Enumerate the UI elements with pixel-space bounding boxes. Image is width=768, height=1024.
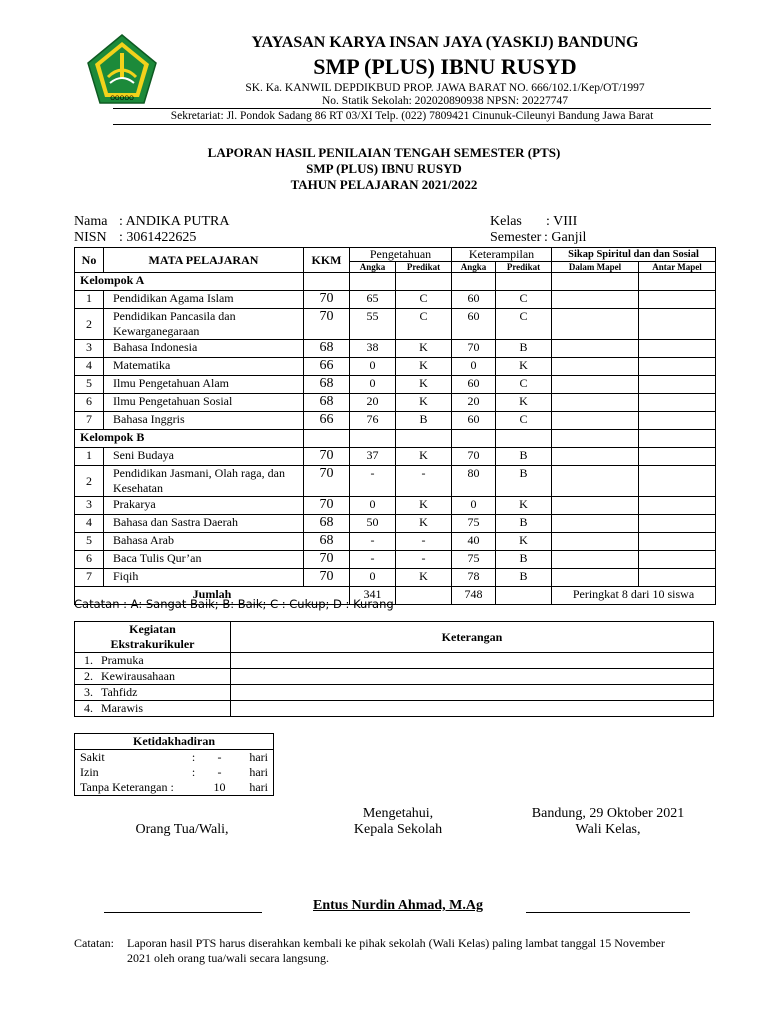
homeroom-role: Wali Kelas, [575,822,641,837]
row-kkm: 68 [304,515,350,533]
table-row [75,358,716,376]
report-title: LAPORAN HASIL PENILAIAN TENGAH SEMESTER (PTS) [207,145,561,160]
footer-note-line2: 2021 oleh orang tua/wali secara langsung. [127,951,329,965]
row-kkm: 70 [304,466,350,497]
row-knowledge-score: 65 [350,291,396,309]
row-attitude-in [552,448,639,466]
row-kkm: 70 [304,569,350,587]
table-row [75,569,716,587]
row-attitude-between [639,533,716,551]
extracurricular-note [231,669,714,685]
class-value: : VIII [546,214,578,229]
row-attitude-between [639,394,716,412]
attendance-row [75,780,274,796]
table-row [75,376,716,394]
row-subject: Bahasa dan Sastra Daerah [104,515,304,533]
row-kkm: 70 [304,497,350,515]
table-row [75,497,716,515]
row-skills-score: 60 [452,376,496,394]
row-skills-score: 0 [452,497,496,515]
row-attitude-in [552,394,639,412]
foundation-name: YAYASAN KARYA INSAN JAYA (YASKIJ) BANDUNG [251,34,639,51]
total-label: Jumlah [75,587,350,605]
row-skills-score: 70 [452,448,496,466]
row-skills-score: 60 [452,291,496,309]
row-no: 4 [75,515,104,533]
row-attitude-in [552,376,639,394]
row-knowledge-score: 37 [350,448,396,466]
row-subject: Ilmu Pengetahuan Alam [104,376,304,394]
table-row [75,340,716,358]
row-kkm: 68 [304,394,350,412]
item-name: Marawis [101,701,143,715]
logo-text: OOOOO [110,95,134,102]
item-number: 4. [84,701,93,715]
table-row [75,533,716,551]
row-knowledge-predicate: K [396,448,452,466]
row-subject: Bahasa Arab [104,533,304,551]
table-row [75,309,716,340]
row-skills-predicate: K [496,497,552,515]
row-attitude-between [639,569,716,587]
header-attitude: Sikap Spiritul dan dan Sosial [552,248,716,262]
row-attitude-between [639,515,716,533]
extracurricular-item [75,701,231,717]
row-skills-predicate: B [496,466,552,497]
row-knowledge-predicate: K [396,515,452,533]
row-knowledge-predicate: K [396,497,452,515]
row-subject: Seni Budaya [104,448,304,466]
row-knowledge-predicate: - [396,466,452,497]
row-no: 6 [75,394,104,412]
item-number: 2. [84,669,93,683]
known-by: Mengetahui, [362,806,434,821]
row-attitude-between [639,497,716,515]
row-kkm: 70 [304,291,350,309]
row-knowledge-predicate: K [396,358,452,376]
attendance-label: Sakit [80,750,105,764]
row-subject: Bahasa Indonesia [104,340,304,358]
row-attitude-in [552,309,639,340]
item-name: Pramuka [101,653,144,667]
row-knowledge-predicate: K [396,569,452,587]
row-knowledge-predicate: B [396,412,452,430]
header-no: No [75,248,104,273]
attendance-unit: hari [249,765,268,779]
report-year: TAHUN PELAJARAN 2021/2022 [290,177,478,192]
extracurricular-item [75,653,231,669]
row-no: 1 [75,291,104,309]
row-skills-score: 0 [452,358,496,376]
row-attitude-between [639,376,716,394]
attendance-colon: : [191,750,196,764]
row-skills-score: 60 [452,309,496,340]
list-item [75,653,714,669]
header-skills-predicate: Predikat [496,262,552,273]
row-knowledge-predicate: C [396,291,452,309]
table-row [75,448,716,466]
grade-legend-note: Catatan : A: Sangat Baik; B: Baik; C : Cukup; D : Kurang [74,597,394,611]
attendance-value: - [217,750,222,764]
row-knowledge-score: 0 [350,569,396,587]
total-knowledge: 341 [350,587,396,605]
row-no: 7 [75,569,104,587]
attendance-title: Ketidakhadiran [75,734,274,750]
row-kkm: 68 [304,340,350,358]
student-nisn-label: NISN [74,230,107,245]
class-rank: Peringkat 8 dari 10 siswa [552,587,716,605]
report-school: SMP (PLUS) IBNU RUSYD [306,161,462,176]
attendance-label: Izin [80,765,99,779]
header-skills-score: Angka [452,262,496,273]
list-item [75,685,714,701]
row-subject: Fiqih [104,569,304,587]
row-attitude-between [639,340,716,358]
extracurricular-table [74,621,714,717]
row-no: 4 [75,358,104,376]
header-skills: Keterampilan [452,248,552,262]
table-row [75,291,716,309]
extracurricular-header: Kegiatan Ekstrakurikuler [75,622,231,653]
row-subject: Ilmu Pengetahuan Sosial [104,394,304,412]
report-date: Bandung, 29 Oktober 2021 [531,806,685,821]
row-attitude-in [552,533,639,551]
student-nisn: : 3061422625 [119,230,197,245]
row-knowledge-score: 0 [350,376,396,394]
attendance-colon: : [191,765,196,779]
table-row [75,551,716,569]
row-no: 6 [75,551,104,569]
attendance-unit: hari [249,780,268,794]
row-attitude-in [552,515,639,533]
semester-value: : Ganjil [544,230,587,245]
row-knowledge-predicate: K [396,376,452,394]
row-skills-score: 75 [452,551,496,569]
row-knowledge-predicate: - [396,551,452,569]
total-skills: 748 [452,587,496,605]
row-knowledge-score: - [350,533,396,551]
row-subject: Pendidikan Jasmani, Olah raga, dan Kesehatan [104,466,304,497]
principal-name: Entus Nurdin Ahmad, M.Ag [313,898,483,913]
class-label: Kelas [490,214,522,229]
footer-note-label: Catatan: [74,936,114,950]
extracurricular-item [75,669,231,685]
row-skills-score: 80 [452,466,496,497]
item-name: Tahfidz [101,685,138,699]
header-kkm: KKM [304,248,350,273]
header-knowledge: Pengetahuan [350,248,452,262]
list-item [75,701,714,717]
row-no: 2 [75,309,104,340]
header-rule-top [113,108,711,109]
row-knowledge-score: 55 [350,309,396,340]
attendance-row [75,750,274,766]
item-number: 3. [84,685,93,699]
header-between-subject: Antar Mapel [639,262,716,273]
row-no: 2 [75,466,104,497]
extracurricular-note [231,685,714,701]
row-attitude-in [552,497,639,515]
extracurricular-note [231,653,714,669]
row-attitude-in [552,358,639,376]
row-no: 7 [75,412,104,430]
row-subject: Prakarya [104,497,304,515]
school-address: Sekretariat: Jl. Pondok Sadang 86 RT 03/XI Telp. (022) 7809421 Cinunuk-Cileunyi Bandung Jawa Barat [170,110,654,122]
group-a-label: Kelompok A [75,273,304,291]
row-skills-predicate: C [496,309,552,340]
student-name: : ANDIKA PUTRA [119,214,230,229]
attendance-table [74,733,274,796]
row-kkm: 68 [304,376,350,394]
parent-signature-line [104,912,262,913]
principal-role: Kepala Sekolah [353,822,443,837]
row-attitude-between [639,309,716,340]
extracurricular-note-header: Keterangan [231,622,714,653]
row-kkm: 70 [304,551,350,569]
row-knowledge-score: 0 [350,497,396,515]
row-attitude-in [552,551,639,569]
row-kkm: 66 [304,358,350,376]
row-skills-predicate: C [496,412,552,430]
row-knowledge-predicate: K [396,340,452,358]
row-skills-predicate: B [496,515,552,533]
row-knowledge-score: 38 [350,340,396,358]
row-skills-predicate: C [496,376,552,394]
row-subject: Matematika [104,358,304,376]
row-subject: Pendidikan Pancasila dan Kewarganegaraan [104,309,304,340]
header-knowledge-score: Angka [350,262,396,273]
row-no: 5 [75,533,104,551]
row-knowledge-score: 0 [350,358,396,376]
row-skills-predicate: K [496,533,552,551]
header-in-subject: Dalam Mapel [552,262,639,273]
row-skills-predicate: K [496,358,552,376]
attendance-label: Tanpa Keterangan : [80,780,174,794]
table-row [75,412,716,430]
row-attitude-between [639,448,716,466]
row-no: 1 [75,448,104,466]
attendance-unit: hari [249,750,268,764]
item-number: 1. [84,653,93,667]
row-attitude-between [639,291,716,309]
attendance-value: - [217,765,222,779]
school-stats: No. Statik Sekolah: 202020890938 NPSN: 20227747 [322,95,568,107]
row-no: 3 [75,497,104,515]
school-decree: SK. Ka. KANWIL DEPDIKBUD PROP. JAWA BARAT NO. 666/102.1/Kep/OT/1997 [245,82,645,94]
item-name: Kewirausahaan [101,669,175,683]
row-subject: Bahasa Inggris [104,412,304,430]
grades-table [74,247,716,605]
row-knowledge-score: 76 [350,412,396,430]
row-skills-predicate: K [496,394,552,412]
semester-label: Semester [490,230,542,245]
row-kkm: 70 [304,448,350,466]
row-attitude-in [552,291,639,309]
row-skills-predicate: B [496,448,552,466]
row-attitude-between [639,551,716,569]
row-subject: Pendidikan Agama Islam [104,291,304,309]
attendance-row [75,765,274,780]
row-skills-score: 78 [452,569,496,587]
group-b-label: Kelompok B [75,430,304,448]
table-row [75,515,716,533]
school-name: SMP (PLUS) IBNU RUSYD [313,54,577,79]
row-kkm: 70 [304,309,350,340]
row-attitude-between [639,412,716,430]
header-rule-bottom [113,124,711,125]
row-attitude-in [552,412,639,430]
row-skills-score: 75 [452,515,496,533]
header-subject: MATA PELAJARAN [104,248,304,273]
row-kkm: 68 [304,533,350,551]
extracurricular-note [231,701,714,717]
row-kkm: 66 [304,412,350,430]
row-skills-predicate: B [496,569,552,587]
list-item [75,669,714,685]
header-knowledge-predicate: Predikat [396,262,452,273]
row-attitude-in [552,569,639,587]
row-knowledge-score: 20 [350,394,396,412]
footer-note-line1: Laporan hasil PTS harus diserahkan kembali ke pihak sekolah (Wali Kelas) paling lambat tanggal 15 November [127,936,665,950]
row-knowledge-predicate: - [396,533,452,551]
row-skills-predicate: B [496,551,552,569]
row-skills-score: 40 [452,533,496,551]
row-attitude-between [639,358,716,376]
homeroom-signature-line [526,912,690,913]
row-knowledge-score: - [350,551,396,569]
parent-role: Orang Tua/Wali, [135,822,229,837]
row-skills-score: 60 [452,412,496,430]
attendance-colon [183,780,205,796]
row-attitude-between [639,466,716,497]
extracurricular-item [75,685,231,701]
table-row [75,466,716,497]
row-skills-predicate: C [496,291,552,309]
row-no: 3 [75,340,104,358]
row-knowledge-score: - [350,466,396,497]
row-no: 5 [75,376,104,394]
attendance-value: 10 [213,780,226,794]
row-knowledge-predicate: C [396,309,452,340]
table-row [75,394,716,412]
row-skills-score: 20 [452,394,496,412]
row-knowledge-score: 50 [350,515,396,533]
row-subject: Baca Tulis Qur’an [104,551,304,569]
school-logo [86,33,158,105]
row-attitude-in [552,466,639,497]
row-knowledge-predicate: K [396,394,452,412]
row-skills-score: 70 [452,340,496,358]
row-skills-predicate: B [496,340,552,358]
row-attitude-in [552,340,639,358]
student-name-label: Nama [74,214,108,229]
